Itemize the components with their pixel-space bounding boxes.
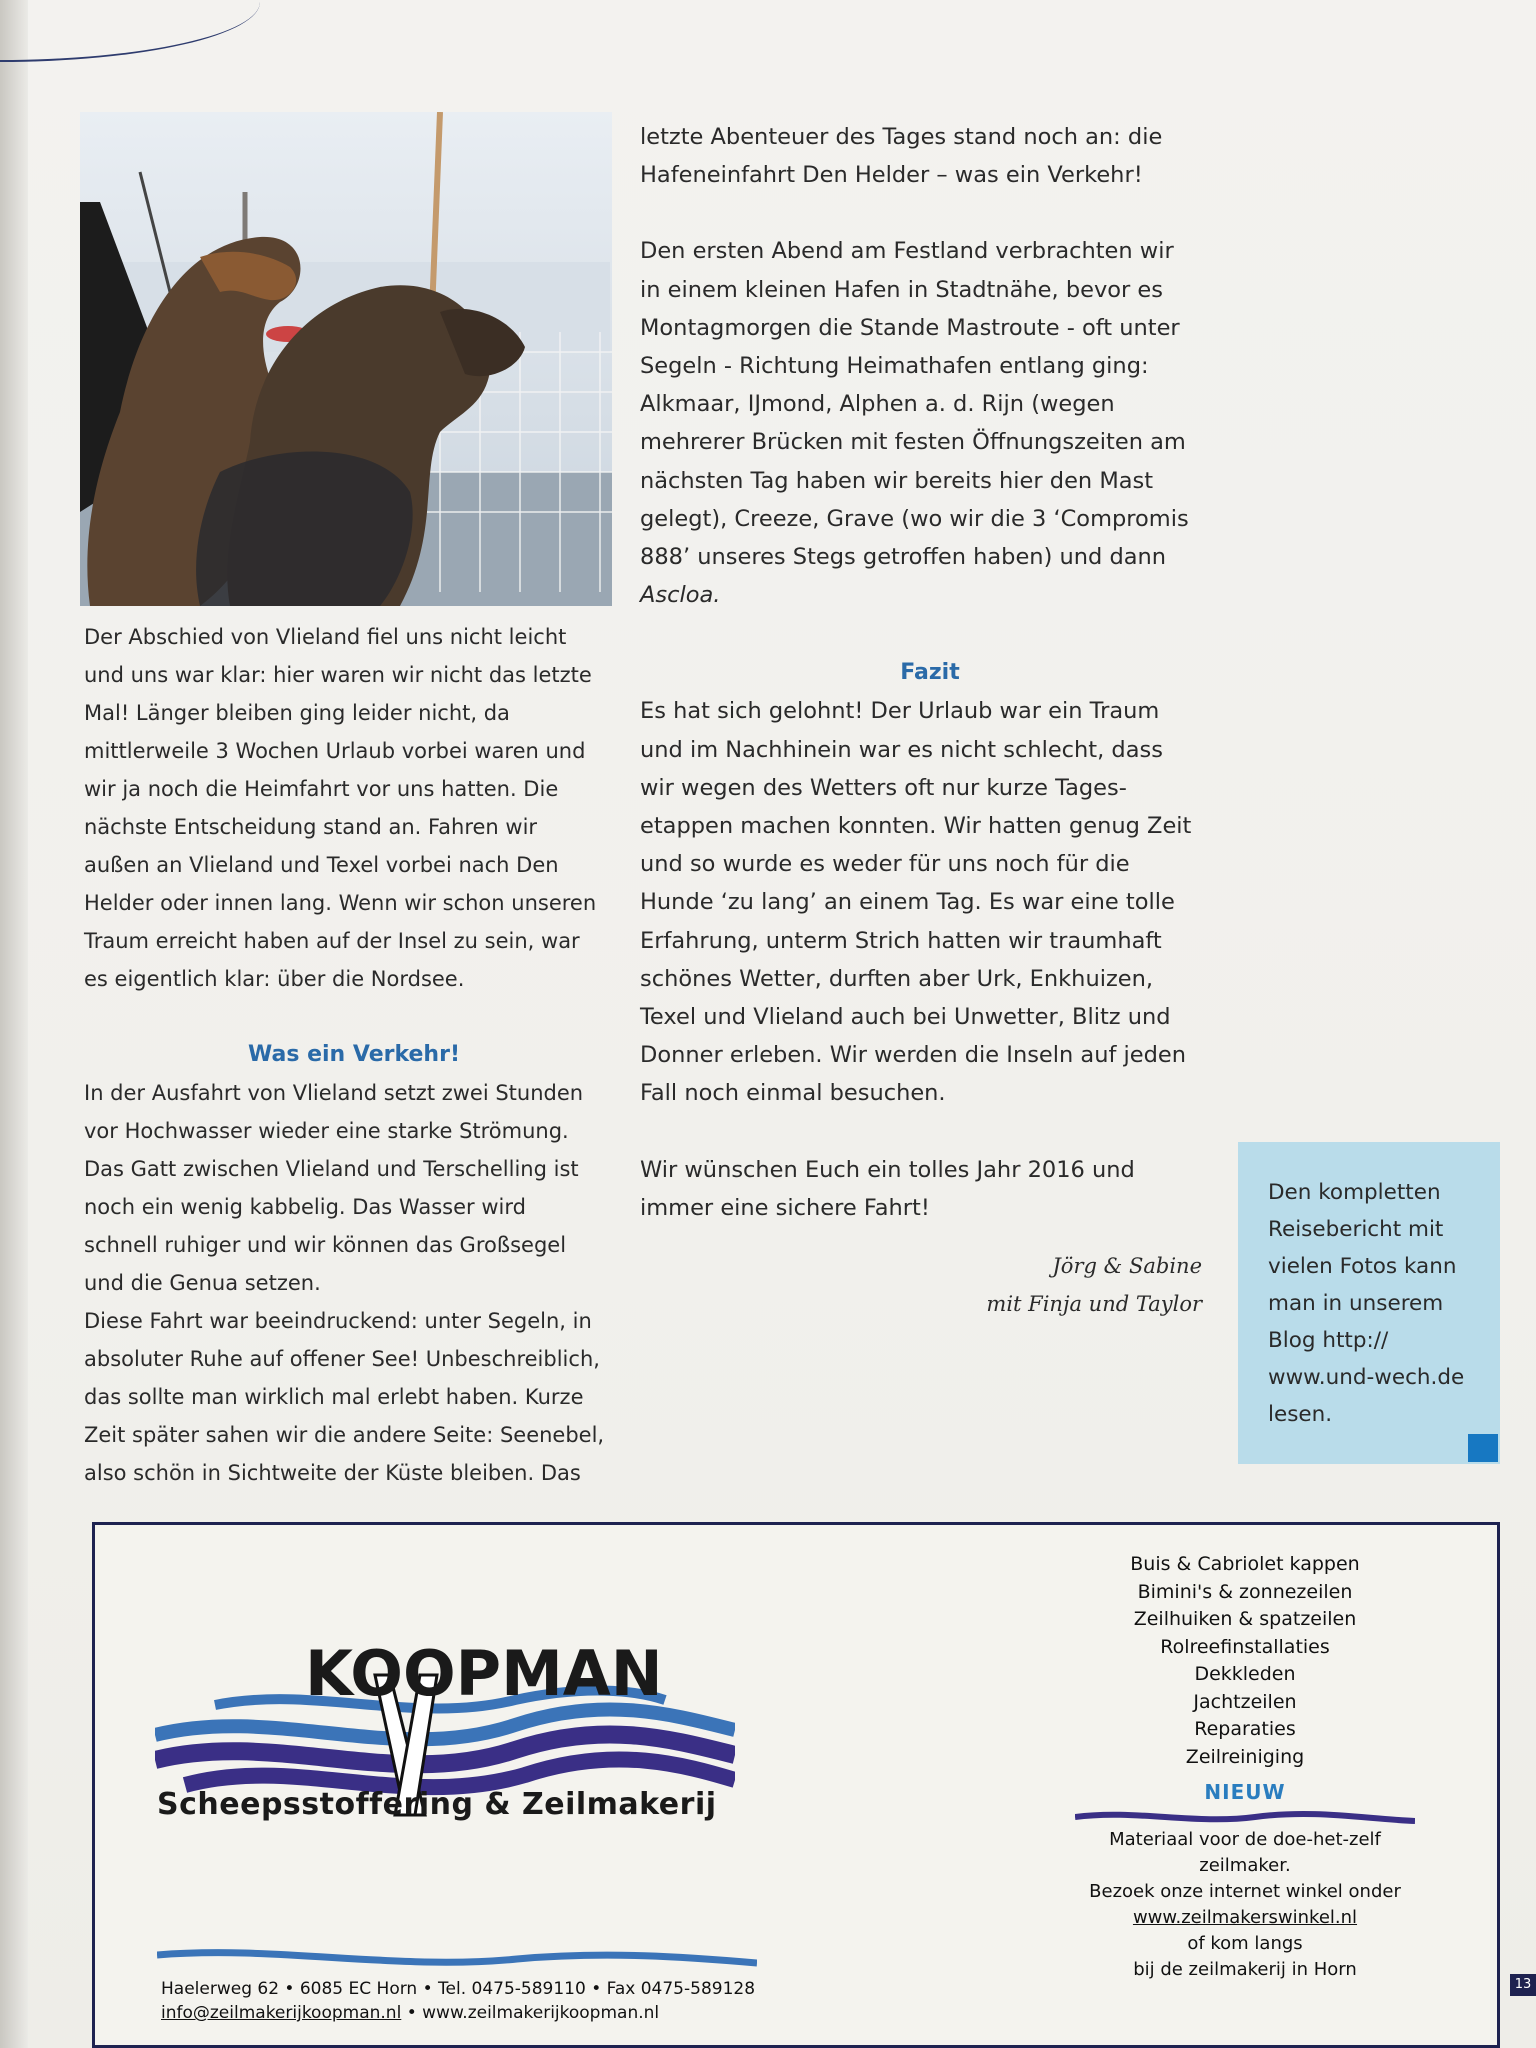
infobox-line: Reisebericht mit: [1268, 1217, 1444, 1242]
nieuw-line: zeilmaker.: [1199, 1854, 1291, 1876]
text-line: Erfahrung, unterm Strich hatten wir traumhaft: [640, 927, 1162, 954]
section-heading-fazit: Fazit: [900, 660, 960, 686]
text-line: Zeit später sahen wir die andere Seite: Seenebel,: [84, 1423, 605, 1447]
text-line: Traum erreicht haben auf der Insel zu sein, war: [84, 929, 580, 953]
nieuw-line: of kom langs: [1187, 1932, 1303, 1954]
text-line: also schön in Sichtweite der Küste bleiben. Das: [84, 1461, 581, 1485]
closing-paragraph: [640, 1151, 1220, 1227]
text-line: Diese Fahrt war beeindruckend: unter Segeln, in: [84, 1309, 592, 1333]
decorative-curve: [0, 0, 260, 62]
service-item: Rolreefinstallaties: [1160, 1635, 1330, 1658]
service-item: Zeilreiniging: [1185, 1745, 1305, 1768]
text-line: nächste Entscheidung stand an. Fahren wir: [84, 815, 538, 839]
continuation-paragraph: [640, 118, 1220, 194]
text-line: Wir wünschen Euch ein tolles Jahr 2016 und: [640, 1156, 1135, 1183]
infobox-line: vielen Fotos kann: [1268, 1254, 1457, 1279]
text-line: und so wurde es weder für uns noch für die: [640, 851, 1130, 878]
text-line: und uns war klar: hier waren wir nicht das letzte: [84, 663, 592, 687]
section-heading-verkehr: Was ein Verkehr!: [248, 1042, 460, 1067]
text-line: noch ein wenig kabbelig. Das Wasser wird: [84, 1195, 526, 1219]
service-item: Zeilhuiken & spatzeilen: [1133, 1608, 1357, 1630]
infobox-line: lesen.: [1268, 1402, 1333, 1427]
text-line: Donner erleben. Wir werden die Inseln auf jeden: [640, 1042, 1187, 1069]
nieuw-line: Materiaal voor de doe-het-zelf: [1109, 1828, 1381, 1850]
middle-column: [640, 118, 1220, 1323]
email-link[interactable]: info@zeilmakerijkoopman.nl: [161, 2003, 402, 2023]
dogs-photo-illustration: [80, 112, 612, 606]
text-line: schnell ruhiger und wir können das Großsegel: [84, 1233, 567, 1257]
text-line: Segeln - Richtung Heimathafen entlang ging:: [640, 353, 1149, 380]
text-line: Texel und Vlieland auch bei Unwetter, Blitz und: [640, 1004, 1171, 1031]
text-line: Fall noch einmal besuchen.: [640, 1080, 946, 1107]
verkehr-paragraph: [84, 1074, 624, 1492]
text-line: mittlerweile 3 Wochen Urlaub vorbei waren und: [84, 739, 586, 763]
text-line: Mal! Länger bleiben ging leider nicht, da: [84, 701, 510, 725]
text-line: Helder oder innen lang. Wenn wir schon unseren: [84, 891, 597, 915]
nieuw-wave-decoration: [1075, 1807, 1415, 1827]
text-line: es eigentlich klar: über die Nordsee.: [84, 967, 465, 991]
page-number: 13: [1510, 1974, 1536, 1996]
blog-info-box: [1238, 1142, 1500, 1464]
ad-address: [161, 1977, 755, 2025]
text-line: Montagmorgen die Stande Mastroute - oft unter: [640, 314, 1180, 341]
infobox-corner-square: [1468, 1434, 1498, 1462]
text-line: vor Hochwasser wieder eine starke Strömung.: [84, 1119, 569, 1143]
signature: [640, 1247, 1220, 1323]
service-item: Dekkleden: [1194, 1663, 1296, 1685]
text-line: In der Ausfahrt von Vlieland setzt zwei Stunden: [84, 1081, 584, 1105]
webshop-link[interactable]: www.zeilmakerswinkel.nl: [1132, 1906, 1358, 1928]
text-line: 888’ unseres Stegs getroffen haben) und dann: [640, 544, 1167, 571]
text-line: Alkmaar, IJmond, Alphen a. d. Rijn (wegen: [640, 391, 1115, 418]
service-item: Bimini's & zonnezeilen: [1137, 1580, 1353, 1603]
text-line: in einem kleinen Hafen in Stadtnähe, bevor es: [640, 276, 1163, 303]
festland-paragraph: [640, 232, 1220, 614]
text-line: schönes Wetter, durften aber Urk, Enkhuizen,: [640, 965, 1154, 992]
infobox-link[interactable]: www.und-wech.de: [1268, 1365, 1465, 1390]
left-column: [84, 618, 624, 1492]
text-line: letzte Abenteuer des Tages stand noch an: die: [640, 124, 1163, 150]
address-line: Haelerweg 62 • 6085 EC Horn • Tel. 0475-589110 • Fax 0475-589128: [161, 1979, 756, 1999]
text-line: Das Gatt zwischen Vlieland und Terschelling ist: [84, 1157, 579, 1181]
text-line: Hafeneinfahrt Den Helder – was ein Verkehr!: [640, 162, 1143, 189]
ad-tagline: Scheepsstoffering & Zeilmakerij: [157, 1787, 717, 1822]
service-item: Reparaties: [1194, 1718, 1296, 1740]
nieuw-line: Bezoek onze internet winkel onder: [1089, 1880, 1401, 1902]
caption-paragraph: [84, 618, 624, 998]
text-line: Es hat sich gelohnt! Der Urlaub war ein Traum: [640, 698, 1160, 725]
signature-line: mit Finja und Taylor: [986, 1292, 1202, 1317]
text-line: Der Abschied von Vlieland fiel uns nicht leicht: [84, 625, 567, 649]
text-line: wir wegen des Wetters oft nur kurze Tages-: [640, 774, 1127, 801]
koopman-advertisement: [92, 1522, 1500, 2048]
text-line: Ascloa.: [640, 582, 721, 609]
dogs-photo: [80, 112, 612, 606]
infobox-line: Blog http://: [1268, 1328, 1389, 1353]
fazit-paragraph: [640, 692, 1220, 1112]
text-line: absoluter Ruhe auf offener See! Unbeschreiblich,: [84, 1347, 600, 1371]
text-line: Den ersten Abend am Festland verbrachten wir: [640, 238, 1174, 265]
logo-wordmark: KOOPMAN: [305, 1637, 663, 1710]
service-item: Jachtzeilen: [1193, 1690, 1297, 1713]
services-list: [1055, 1551, 1435, 1983]
text-line: gelegt), Creeze, Grave (wo wir die 3 ‘Compromis: [640, 505, 1189, 532]
address-wave-decoration: [157, 1945, 757, 1975]
website-text[interactable]: • www.zeilmakerijkoopman.nl: [401, 2003, 660, 2023]
signature-line: Jörg & Sabine: [1052, 1254, 1202, 1279]
service-item: Buis & Cabriolet kappen: [1130, 1553, 1360, 1575]
text-line: wir ja noch die Heimfahrt vor uns hatten. Die: [84, 777, 559, 801]
text-line: etappen machen konnten. Wir hatten genug Zeit: [640, 813, 1192, 840]
text-line: nächsten Tag haben wir bereits hier den Mast: [640, 467, 1154, 494]
infobox-line: Den kompletten: [1268, 1180, 1441, 1205]
nieuw-heading: NIEUW: [1204, 1780, 1286, 1804]
contact-line: [161, 2001, 755, 2025]
infobox-text: [1268, 1174, 1493, 1433]
infobox-line: man in unserem: [1268, 1291, 1444, 1316]
nieuw-line: bij de zeilmakerij in Horn: [1133, 1958, 1357, 1980]
text-line: mehrerer Brücken mit festen Öffnungszeiten am: [640, 429, 1186, 456]
text-line: Hunde ‘zu lang’ an einem Tag. Es war eine tolle: [640, 889, 1175, 916]
text-line: das sollte man wirklich mal erlebt haben. Kurze: [84, 1385, 584, 1409]
text-line: und die Genua setzen.: [84, 1271, 321, 1295]
text-line: immer eine sichere Fahrt!: [640, 1194, 930, 1221]
page-binding: [0, 0, 28, 2048]
text-line: und im Nachhinein war es nicht schlecht, dass: [640, 736, 1163, 763]
text-line: außen an Vlieland und Texel vorbei nach Den: [84, 853, 559, 877]
